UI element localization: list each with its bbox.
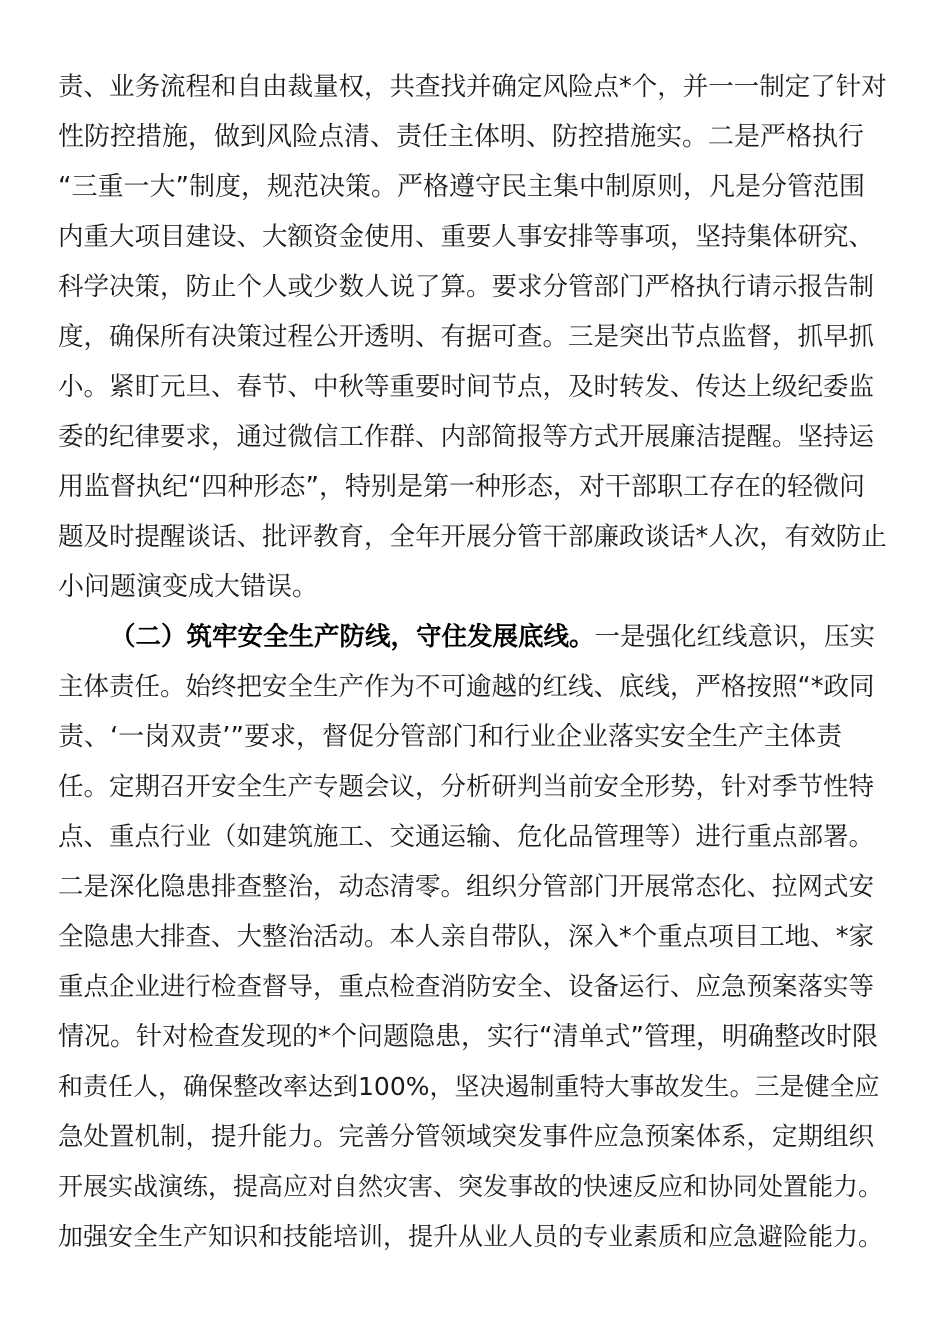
text-line: 度，确保所有决策过程公开透明、有据可查。三是突出节点监督，抓早抓 bbox=[58, 322, 875, 352]
text-line: 重点企业进行检查督导，重点检查消防安全、设备运行、应急预案落实等 bbox=[58, 972, 875, 1002]
text-line: 急处置机制，提升能力。完善分管领域突发事件应急预案体系，定期组织 bbox=[58, 1122, 875, 1152]
text-line: 内重大项目建设、大额资金使用、重要人事安排等事项，坚持集体研究、 bbox=[58, 222, 875, 252]
text-line: 一是强化红线意识，压实 bbox=[594, 622, 876, 652]
text-line: 和责任人，确保整改率达到100%，坚决遏制重特大事故发生。三是健全应 bbox=[58, 1072, 880, 1101]
text-line: 用监督执纪“四种形态”，特别是第一种形态，对干部职工存在的轻微问 bbox=[58, 472, 865, 502]
section-heading: （二）筑牢安全生产防线，守住发展底线。 bbox=[110, 622, 595, 652]
text-line: 点、重点行业（如建筑施工、交通运输、危化品管理等）进行重点部署。 bbox=[58, 822, 875, 852]
text-line: 题及时提醒谈话、批评教育，全年开展分管干部廉政谈话*人次，有效防止 bbox=[58, 522, 887, 552]
text-line: 情况。针对检查发现的*个问题隐患，实行“清单式”管理，明确整改时限 bbox=[58, 1022, 878, 1052]
document-body bbox=[58, 62, 888, 1262]
text-line: 科学决策，防止个人或少数人说了算。要求分管部门严格执行请示报告制 bbox=[58, 272, 875, 302]
text-line: 任。定期召开安全生产专题会议，分析研判当前安全形势，针对季节性特 bbox=[58, 772, 875, 802]
text-line: 主体责任。始终把安全生产作为不可逾越的红线、底线，严格按照“*政同 bbox=[58, 672, 875, 702]
text-line: 小。紧盯元旦、春节、中秋等重要时间节点，及时转发、传达上级纪委监 bbox=[58, 372, 875, 402]
section-heading-line bbox=[58, 612, 888, 662]
text-line: “三重一大”制度，规范决策。严格遵守民主集中制原则，凡是分管范围 bbox=[58, 172, 865, 202]
text-line: 全隐患大排查、大整治活动。本人亲自带队，深入*个重点项目工地、*家 bbox=[58, 922, 875, 952]
text-line: 二是深化隐患排查整治，动态清零。组织分管部门开展常态化、拉网式安 bbox=[58, 872, 875, 902]
text-line: 小问题演变成大错误。 bbox=[58, 572, 319, 602]
text-line: 性防控措施，做到风险点清、责任主体明、防控措施实。二是严格执行 bbox=[58, 122, 865, 152]
text-line: 责、业务流程和自由裁量权，共查找并确定风险点*个，并一一制定了针对 bbox=[58, 72, 887, 102]
text-line: 开展实战演练，提高应对自然灾害、突发事故的快速反应和协同处置能力。 bbox=[58, 1172, 884, 1201]
text-line: 委的纪律要求，通过微信工作群、内部简报等方式开展廉洁提醒。坚持运 bbox=[58, 422, 875, 452]
text-line: 责、‘一岗双责’”要求，督促分管部门和行业企业落实安全生产主体责 bbox=[58, 722, 842, 752]
text-line: 加强安全生产知识和技能培训，提升从业人员的专业素质和应急避险能力。 bbox=[58, 1222, 884, 1251]
